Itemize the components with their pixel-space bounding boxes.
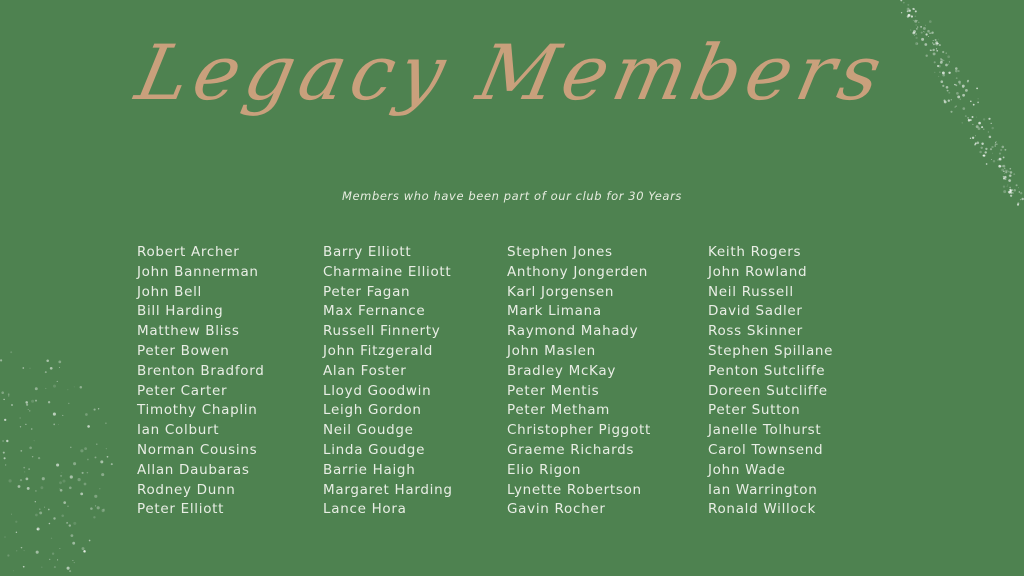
- member-name: John Bannerman: [137, 263, 259, 280]
- member-name: Peter Carter: [137, 382, 228, 399]
- member-name: Bradley McKay: [507, 362, 617, 379]
- member-name: Charmaine Elliott: [323, 263, 452, 280]
- member-name: Mark Limana: [507, 303, 602, 320]
- member-name: Peter Metham: [507, 402, 611, 419]
- member-column-3: [507, 243, 651, 520]
- member-column-4: [708, 243, 833, 520]
- member-name: Ian Warrington: [708, 481, 818, 498]
- member-column-2: [323, 243, 453, 520]
- member-column-1: [137, 243, 265, 520]
- member-name: Timothy Chaplin: [137, 402, 258, 419]
- member-name: Stephen Spillane: [708, 342, 834, 359]
- member-name: Graeme Richards: [507, 441, 635, 458]
- member-name: Peter Elliott: [137, 501, 225, 518]
- member-name: Raymond Mahady: [507, 323, 639, 340]
- member-name: Allan Daubaras: [137, 461, 250, 478]
- member-name: Leigh Gordon: [323, 402, 422, 419]
- page-title: Legacy Members: [129, 28, 895, 117]
- member-name: Bill Harding: [137, 303, 224, 320]
- member-name: John Rowland: [708, 263, 808, 280]
- member-name: Ross Skinner: [708, 323, 803, 340]
- member-name: Peter Fagan: [323, 283, 411, 300]
- member-name: Lloyd Goodwin: [323, 382, 432, 399]
- member-name: Max Fernance: [323, 303, 426, 320]
- member-name: Ian Colburt: [137, 422, 220, 439]
- member-name: Ronald Willock: [708, 501, 817, 518]
- member-name: Neil Russell: [708, 283, 794, 300]
- member-name: Rodney Dunn: [137, 481, 236, 498]
- member-name: Robert Archer: [137, 244, 240, 260]
- member-name: Elio Rigon: [507, 461, 582, 478]
- member-name: Peter Mentis: [507, 382, 600, 399]
- member-name: Neil Goudge: [323, 422, 414, 439]
- member-name: Lynette Robertson: [507, 481, 642, 498]
- member-name: Janelle Tolhurst: [708, 422, 822, 439]
- member-name: Matthew Bliss: [137, 323, 240, 340]
- member-name: Carol Townsend: [708, 441, 824, 458]
- member-name: Peter Bowen: [137, 342, 230, 359]
- member-name: John Bell: [137, 283, 203, 300]
- member-name: John Maslen: [507, 342, 596, 359]
- member-name: Christopher Piggott: [507, 422, 652, 439]
- member-name: Russell Finnerty: [323, 323, 441, 340]
- member-name: John Wade: [708, 461, 786, 478]
- member-name: Gavin Rocher: [507, 501, 606, 518]
- member-name: Karl Jorgensen: [507, 283, 615, 300]
- member-name: Lance Hora: [323, 501, 407, 518]
- member-name: Norman Cousins: [137, 441, 258, 458]
- member-name: Barrie Haigh: [323, 461, 416, 478]
- page-subtitle: Members who have been part of our club for 30 Years: [341, 189, 682, 203]
- member-name: Anthony Jongerden: [507, 263, 649, 280]
- member-name: Alan Foster: [323, 362, 407, 379]
- member-name: Keith Rogers: [708, 244, 802, 260]
- member-name: Stephen Jones: [507, 244, 613, 260]
- member-name: John Fitzgerald: [323, 342, 434, 359]
- member-name: Peter Sutton: [708, 402, 801, 419]
- member-name: Margaret Harding: [323, 481, 453, 498]
- member-name: Barry Elliott: [323, 244, 412, 260]
- member-name: Brenton Bradford: [137, 362, 265, 379]
- member-name: Linda Goudge: [323, 441, 426, 458]
- member-name: Penton Sutcliffe: [708, 362, 826, 379]
- member-name: David Sadler: [708, 303, 803, 320]
- member-name: Doreen Sutcliffe: [708, 382, 828, 399]
